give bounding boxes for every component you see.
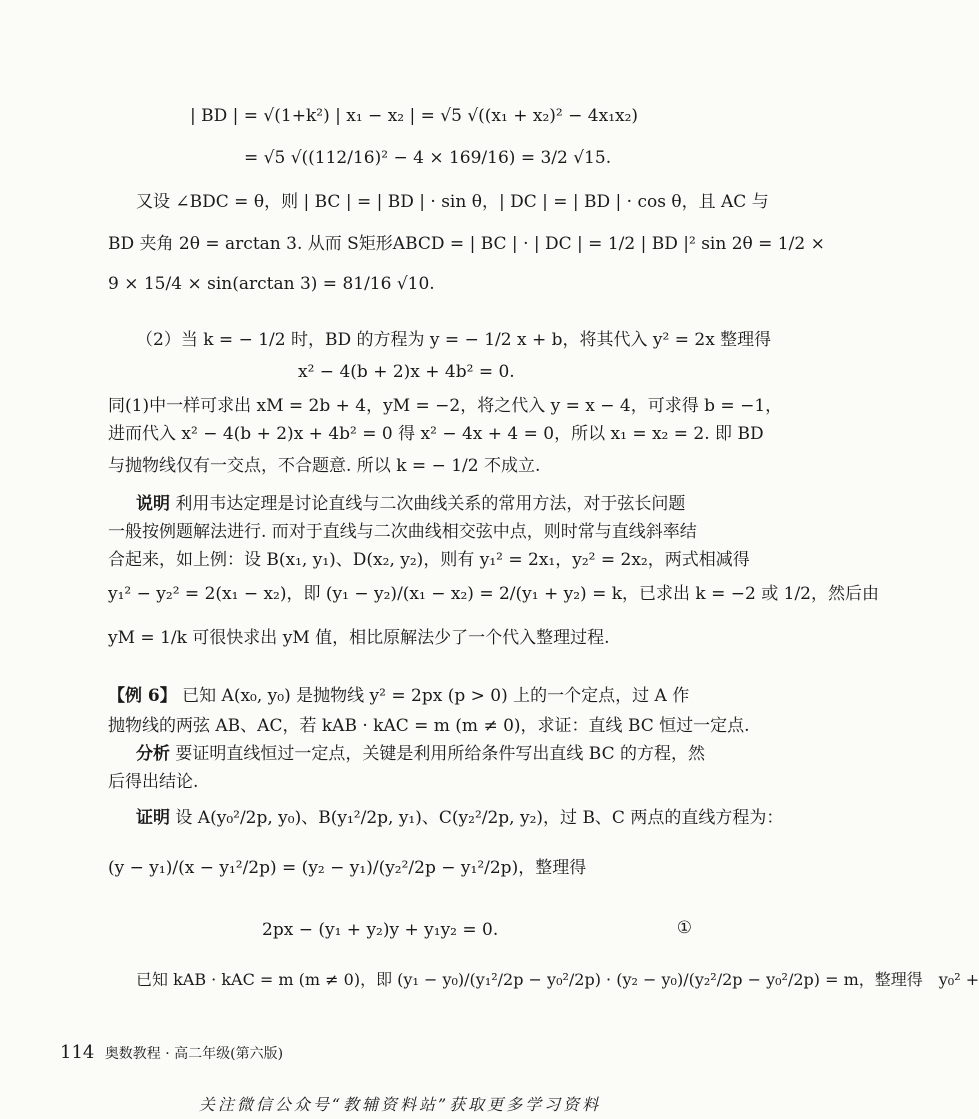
text-line: （2）当 k = − 1/2 时，BD 的方程为 y = − 1/2 x + b，将其代入 y² = 2x 整理得 <box>136 330 772 350</box>
proof-line <box>136 806 784 830</box>
equation-quadratic: x² − 4(b + 2)x + 4b² = 0. <box>298 362 515 382</box>
analysis-text: 要证明直线恒过一定点，关键是利用所给条件写出直线 BC 的方程，然 <box>175 744 706 764</box>
text-line: 9 × 15/4 × sin(arctan 3) = 81/16 √10. <box>108 274 435 294</box>
text-line: 已知 kAB · kAC = m (m ≠ 0)，即 (y₁ − y₀)/(y₁²/2p − y₀²/2p) · (y₂ − y₀)/(y₂²/2p − y₀²/2p) = m，整理得 y₀² + <box>136 970 979 989</box>
text-line: BD 夹角 2θ = arctan 3. 从而 S矩形ABCD = | BC | · | DC | = 1/2 | BD |² sin 2θ = 1/2 × <box>108 234 825 254</box>
analysis-label: 分析 <box>136 744 170 764</box>
example-text: 已知 A(x₀, y₀) 是抛物线 y² = 2px (p > 0) 上的一个定点，过 A 作 <box>182 686 690 706</box>
text-line: 抛物线的两弦 AB、AC，若 kAB · kAC = m (m ≠ 0)，求证：直线 BC 恒过一定点. <box>108 716 750 736</box>
note-label: 说明 <box>136 494 170 514</box>
equation-marker: ① <box>676 918 692 938</box>
example-line <box>108 684 696 708</box>
text-line: 又设 ∠BDC = θ，则 | BC | = | BD | · sin θ，| DC | = | BD | · cos θ，且 AC 与 <box>136 192 769 212</box>
text-line: 进而代入 x² − 4(b + 2)x + 4b² = 0 得 x² − 4x + 4 = 0，所以 x₁ = x₂ = 2. 即 BD <box>108 424 764 444</box>
page-footer <box>60 1042 283 1063</box>
page-number: 114 <box>60 1042 95 1063</box>
text-line: 同(1)中一样可求出 xM = 2b + 4，yM = −2，将之代入 y = x − 4，可求得 b = −1， <box>108 396 783 416</box>
proof-text: 设 A(y₀²/2p, y₀)、B(y₁²/2p, y₁)、C(y₂²/2p, y₂)，过 B、C 两点的直线方程为： <box>175 808 784 828</box>
equation-bd-length: | BD | = √(1+k²) | x₁ − x₂ | = √5 √((x₁ + x₂)² − 4x₁x₂) <box>190 106 639 126</box>
proof-label: 证明 <box>136 808 170 828</box>
note-line <box>136 492 696 516</box>
watermark: 关注微信公众号“教辅资料站”获取更多学习资料 <box>198 1095 602 1114</box>
example-label: 【例 6】 <box>108 686 177 706</box>
text-line: 合起来，如上例：设 B(x₁, y₁)、D(x₂, y₂)，则有 y₁² = 2x₁，y₂² = 2x₂，两式相减得 <box>108 550 750 570</box>
text-line: 后得出结论. <box>108 772 199 792</box>
note-text: 利用韦达定理是讨论直线与二次曲线关系的常用方法，对于弦长问题 <box>175 494 686 514</box>
equation-line-bc: (y − y₁)/(x − y₁²/2p) = (y₂ − y₁)/(y₂²/2p − y₁²/2p)，整理得 <box>108 858 587 878</box>
text-line: yM = 1/k 可很快求出 yM 值，相比原解法少了一个代入整理过程. <box>108 628 610 648</box>
book-title: 奥数教程 · 高二年级(第六版) <box>104 1046 284 1062</box>
text-line: y₁² − y₂² = 2(x₁ − x₂)，即 (y₁ − y₂)/(x₁ − x₂) = 2/(y₁ + y₂) = k，已求出 k = −2 或 1/2，然后由 <box>108 584 880 604</box>
text-line: 一般按例题解法进行. 而对于直线与二次曲线相交弦中点，则时常与直线斜率结 <box>108 522 697 542</box>
equation-bc-simplified: 2px − (y₁ + y₂)y + y₁y₂ = 0. <box>262 920 499 940</box>
analysis-line <box>136 742 706 766</box>
equation-bd-value: = √5 √((112/16)² − 4 × 169/16) = 3/2 √15. <box>244 148 612 168</box>
text-line: 与抛物线仅有一交点，不合题意. 所以 k = − 1/2 不成立. <box>108 456 541 476</box>
